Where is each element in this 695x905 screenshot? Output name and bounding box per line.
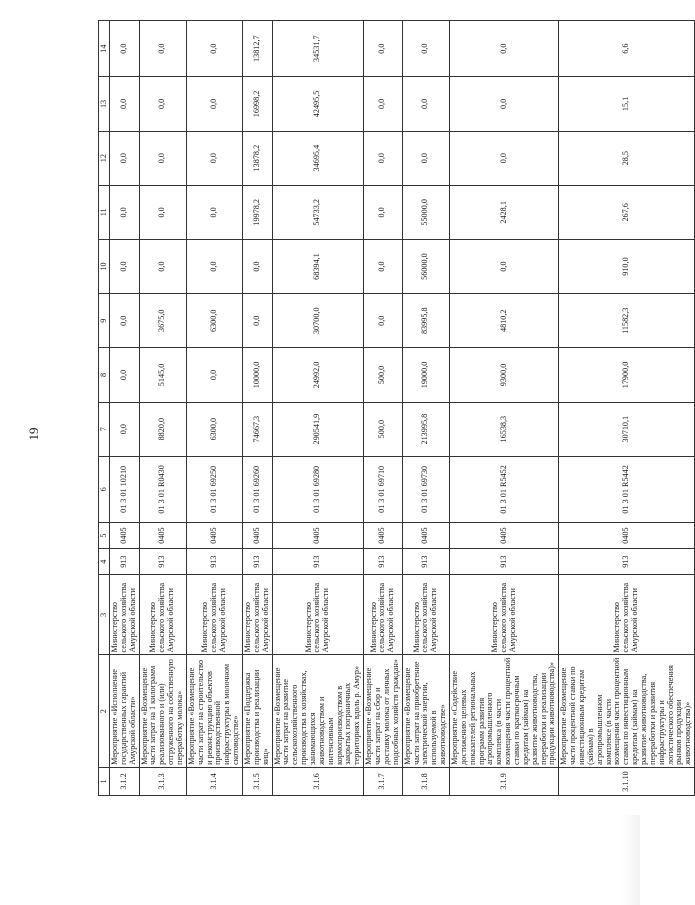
row-number-cell: 3.1.9 bbox=[449, 767, 558, 795]
funding-amount-cell: 0,0 bbox=[139, 77, 186, 131]
responsible-executor-cell: Министерство сельского хозяйства Амурской области bbox=[449, 575, 558, 655]
funding-amount-cell: 83995,8 bbox=[402, 294, 449, 348]
section-code-cell: 0405 bbox=[110, 523, 140, 549]
row-number-cell: 3.1.5 bbox=[243, 767, 273, 795]
column-number-cell: 10 bbox=[99, 239, 110, 293]
funding-amount-cell: 0,0 bbox=[449, 21, 558, 77]
row-number-cell: 3.1.8 bbox=[402, 767, 449, 795]
funding-amount-cell: 0,0 bbox=[402, 21, 449, 77]
section-code-cell: 0405 bbox=[364, 523, 402, 549]
funding-amount-cell: 0,0 bbox=[110, 402, 140, 456]
target-article-code-cell: 01 3 01 10210 bbox=[110, 456, 140, 522]
funding-amount-cell: 54733,2 bbox=[272, 185, 364, 239]
funding-amount-cell: 19000,0 bbox=[402, 348, 449, 402]
grbs-code-cell: 913 bbox=[272, 549, 364, 575]
funding-amount-cell: 4810,2 bbox=[449, 294, 558, 348]
column-number-cell: 9 bbox=[99, 294, 110, 348]
responsible-executor-cell: Министерство сельского хозяйства Амурской области bbox=[243, 575, 273, 655]
column-number-row bbox=[99, 21, 110, 796]
column-number-cell: 7 bbox=[99, 402, 110, 456]
grbs-code-cell: 913 bbox=[402, 549, 449, 575]
funding-amount-cell: 30710,1 bbox=[559, 402, 695, 456]
funding-amount-cell: 0,0 bbox=[139, 239, 186, 293]
funding-amount-cell: 68394,1 bbox=[272, 239, 364, 293]
funding-amount-cell: 0,0 bbox=[186, 77, 242, 131]
table-row bbox=[139, 21, 186, 796]
funding-amount-cell: 0,0 bbox=[110, 21, 140, 77]
grbs-code-cell: 913 bbox=[559, 549, 695, 575]
funding-amount-cell: 213995,8 bbox=[402, 402, 449, 456]
funding-amount-cell: 0,0 bbox=[186, 239, 242, 293]
target-article-code-cell: 01 3 01 69250 bbox=[186, 456, 242, 522]
funding-amount-cell: 10000,0 bbox=[243, 348, 273, 402]
target-article-code-cell: 01 3 01 R5452 bbox=[449, 456, 558, 522]
funding-amount-cell: 17900,0 bbox=[559, 348, 695, 402]
responsible-executor-cell: Министерство сельского хозяйства Амурской области bbox=[139, 575, 186, 655]
measure-name-cell: Мероприятие «Возмещение части затрат на приобретение электрической энергии, используемой в животноводстве» bbox=[402, 655, 449, 767]
funding-amount-cell: 0,0 bbox=[364, 131, 402, 185]
funding-amount-cell: 13878,2 bbox=[243, 131, 273, 185]
funding-amount-cell: 24992,0 bbox=[272, 348, 364, 402]
funding-amount-cell: 42495,5 bbox=[272, 77, 364, 131]
funding-amount-cell: 6300,0 bbox=[186, 294, 242, 348]
measure-name-cell: Мероприятие «Возмещение части процентной ставки по инвестиционным кредитам (займам) в агропромышленном комплексе (в части возмещения части процентной ставки по инвестиционным кредитам (займам) на развитие животноводства, переработки и развития инфраструктуры и логистического обеспечения рынков продукции животноводства)» bbox=[559, 655, 695, 767]
funding-amount-cell: 0,0 bbox=[110, 294, 140, 348]
table-row bbox=[559, 21, 695, 796]
table-row bbox=[402, 21, 449, 796]
funding-amount-cell: 0,0 bbox=[364, 239, 402, 293]
row-number-cell: 3.1.6 bbox=[272, 767, 364, 795]
target-article-code-cell: 01 3 01 R0430 bbox=[139, 456, 186, 522]
table-row bbox=[449, 21, 558, 796]
funding-amount-cell: 0,0 bbox=[364, 185, 402, 239]
funding-amount-cell: 0,0 bbox=[449, 239, 558, 293]
column-number-cell: 13 bbox=[99, 77, 110, 131]
page-edge-shadow bbox=[622, 815, 640, 905]
section-code-cell: 0405 bbox=[559, 523, 695, 549]
section-code-cell: 0405 bbox=[186, 523, 242, 549]
funding-amount-cell: 0,0 bbox=[364, 294, 402, 348]
measure-name-cell: Мероприятие «Возмещение части затрат на 1 килограмм реализованного и (или) отгруженного на собственную переработку молока» bbox=[139, 655, 186, 767]
budget-table bbox=[98, 20, 695, 796]
table-row bbox=[272, 21, 364, 796]
table-row bbox=[110, 21, 140, 796]
measure-name-cell: Мероприятие «Поддержка производства и реализации яиц» bbox=[243, 655, 273, 767]
funding-amount-cell: 0,0 bbox=[186, 131, 242, 185]
funding-amount-cell: 6,6 bbox=[559, 21, 695, 77]
responsible-executor-cell: Министерство сельского хозяйства Амурской области bbox=[110, 575, 140, 655]
column-number-cell: 11 bbox=[99, 185, 110, 239]
funding-amount-cell: 0,0 bbox=[139, 185, 186, 239]
section-code-cell: 0405 bbox=[243, 523, 273, 549]
measure-name-cell: Мероприятие «Исполнение государственных гарантий Амурской области» bbox=[110, 655, 140, 767]
funding-amount-cell: 0,0 bbox=[110, 239, 140, 293]
funding-amount-cell: 2428,1 bbox=[449, 185, 558, 239]
page-number: 19 bbox=[26, 427, 41, 441]
measure-name-cell: Мероприятие «Содействие достижению целевых показателей региональных программ развития агропромышленного комплекса (в части возмещения части процентной ставки по краткосрочным кредитам (займам) на развитие животноводства, переработки и реализации продукции животноводства)» bbox=[449, 655, 558, 767]
funding-amount-cell: 11582,3 bbox=[559, 294, 695, 348]
funding-amount-cell: 34531,7 bbox=[272, 21, 364, 77]
responsible-executor-cell: Министерство сельского хозяйства Амурской области bbox=[364, 575, 402, 655]
grbs-code-cell: 913 bbox=[110, 549, 140, 575]
funding-amount-cell: 16538,3 bbox=[449, 402, 558, 456]
rotated-table-frame bbox=[98, 20, 693, 796]
funding-amount-cell: 0,0 bbox=[139, 131, 186, 185]
funding-amount-cell: 0,0 bbox=[110, 77, 140, 131]
funding-amount-cell: 0,0 bbox=[243, 239, 273, 293]
funding-amount-cell: 0,0 bbox=[186, 348, 242, 402]
funding-amount-cell: 0,0 bbox=[110, 131, 140, 185]
target-article-code-cell: 01 3 01 69280 bbox=[272, 456, 364, 522]
funding-amount-cell: 0,0 bbox=[139, 21, 186, 77]
funding-amount-cell: 16998,2 bbox=[243, 77, 273, 131]
funding-amount-cell: 290541,9 bbox=[272, 402, 364, 456]
funding-amount-cell: 0,0 bbox=[449, 77, 558, 131]
column-number-cell: 1 bbox=[99, 767, 110, 795]
funding-amount-cell: 74667,3 bbox=[243, 402, 273, 456]
funding-amount-cell: 267,6 bbox=[559, 185, 695, 239]
target-article-code-cell: 01 3 01 69730 bbox=[402, 456, 449, 522]
row-number-cell: 3.1.2 bbox=[110, 767, 140, 795]
section-code-cell: 0405 bbox=[449, 523, 558, 549]
column-number-cell: 5 bbox=[99, 523, 110, 549]
responsible-executor-cell: Министерство сельского хозяйства Амурской области bbox=[186, 575, 242, 655]
target-article-code-cell: 01 3 01 69260 bbox=[243, 456, 273, 522]
grbs-code-cell: 913 bbox=[449, 549, 558, 575]
column-number-cell: 12 bbox=[99, 131, 110, 185]
grbs-code-cell: 913 bbox=[186, 549, 242, 575]
target-article-code-cell: 01 3 01 R5442 bbox=[559, 456, 695, 522]
funding-amount-cell: 0,0 bbox=[110, 185, 140, 239]
measure-name-cell: Мероприятие «Возмещение части затрат на строительство и реконструкцию объектов производственной инфраструктуры в молочном скотоводстве» bbox=[186, 655, 242, 767]
funding-amount-cell: 3675,0 bbox=[139, 294, 186, 348]
funding-amount-cell: 0,0 bbox=[186, 185, 242, 239]
funding-amount-cell: 15,1 bbox=[559, 77, 695, 131]
funding-amount-cell: 500,0 bbox=[364, 402, 402, 456]
column-number-cell: 14 bbox=[99, 21, 110, 77]
target-article-code-cell: 01 3 01 69710 bbox=[364, 456, 402, 522]
row-number-cell: 3.1.10 bbox=[559, 767, 695, 795]
grbs-code-cell: 913 bbox=[364, 549, 402, 575]
funding-amount-cell: 30700,0 bbox=[272, 294, 364, 348]
responsible-executor-cell: Министерство сельского хозяйства Амурской области bbox=[559, 575, 695, 655]
section-code-cell: 0405 bbox=[272, 523, 364, 549]
row-number-cell: 3.1.4 bbox=[186, 767, 242, 795]
measure-name-cell: Мероприятие «Возмещение части затрат на сбор и доставку молока от личных подсобных хозяйств граждан» bbox=[364, 655, 402, 767]
column-number-cell: 3 bbox=[99, 575, 110, 655]
funding-amount-cell: 56000,0 bbox=[402, 239, 449, 293]
funding-amount-cell: 0,0 bbox=[110, 348, 140, 402]
table-row bbox=[243, 21, 273, 796]
funding-amount-cell: 6300,0 bbox=[186, 402, 242, 456]
column-number-cell: 8 bbox=[99, 348, 110, 402]
section-code-cell: 0405 bbox=[139, 523, 186, 549]
funding-amount-cell: 0,0 bbox=[364, 77, 402, 131]
funding-amount-cell: 55000,0 bbox=[402, 185, 449, 239]
column-number-cell: 4 bbox=[99, 549, 110, 575]
row-number-cell: 3.1.3 bbox=[139, 767, 186, 795]
funding-amount-cell: 0,0 bbox=[364, 21, 402, 77]
funding-amount-cell: 9300,0 bbox=[449, 348, 558, 402]
funding-amount-cell: 19978,2 bbox=[243, 185, 273, 239]
funding-amount-cell: 13812,7 bbox=[243, 21, 273, 77]
funding-amount-cell: 0,0 bbox=[186, 21, 242, 77]
grbs-code-cell: 913 bbox=[139, 549, 186, 575]
grbs-code-cell: 913 bbox=[243, 549, 273, 575]
responsible-executor-cell: Министерство сельского хозяйства Амурской области bbox=[272, 575, 364, 655]
funding-amount-cell: 5145,0 bbox=[139, 348, 186, 402]
responsible-executor-cell: Министерство сельского хозяйства Амурской области bbox=[402, 575, 449, 655]
funding-amount-cell: 0,0 bbox=[402, 131, 449, 185]
table-row bbox=[364, 21, 402, 796]
column-number-cell: 2 bbox=[99, 655, 110, 767]
funding-amount-cell: 500,0 bbox=[364, 348, 402, 402]
funding-amount-cell: 0,0 bbox=[449, 131, 558, 185]
section-code-cell: 0405 bbox=[402, 523, 449, 549]
funding-amount-cell: 8820,0 bbox=[139, 402, 186, 456]
column-number-cell: 6 bbox=[99, 456, 110, 522]
funding-amount-cell: 0,0 bbox=[402, 77, 449, 131]
row-number-cell: 3.1.7 bbox=[364, 767, 402, 795]
funding-amount-cell: 34695,4 bbox=[272, 131, 364, 185]
measure-name-cell: Мероприятие «Возмещение части затрат на развитие сельскохозяйственного производства в хозяйствах, занимающихся животноводством и интенсивным кормопроизводством в закрытых пограничных территориях вдоль р. Амур» bbox=[272, 655, 364, 767]
funding-amount-cell: 28,5 bbox=[559, 131, 695, 185]
funding-amount-cell: 0,0 bbox=[243, 294, 273, 348]
funding-amount-cell: 910,0 bbox=[559, 239, 695, 293]
table-row bbox=[186, 21, 242, 796]
